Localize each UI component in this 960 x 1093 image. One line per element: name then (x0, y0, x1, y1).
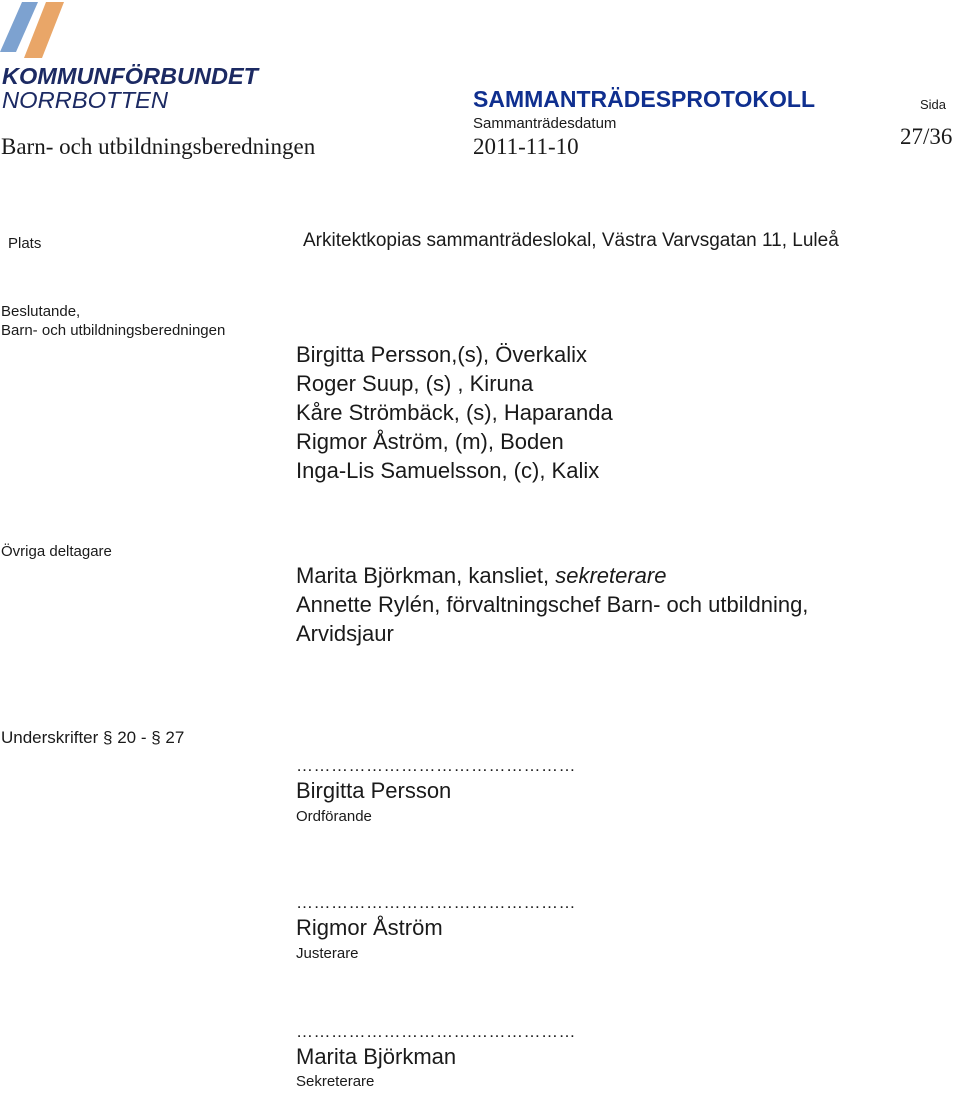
signature-line: ………………………………………… (296, 1022, 576, 1041)
section-range: § 20 - § 27 (103, 728, 185, 747)
beslutande-committee-label: Barn- och utbildningsberedningen (1, 322, 226, 339)
participant-role: sekreterare (555, 563, 667, 588)
participant-line (296, 563, 666, 589)
meeting-date: 2011-11-10 (473, 134, 579, 159)
logo-line1: KOMMUNFÖRBUNDET (2, 63, 260, 89)
signature-role: Sekreterare (296, 1073, 375, 1090)
plats-value: Arkitektkopias sammanträdeslokal, Västra Varvsgatan 11, Luleå (303, 230, 839, 251)
kommunforbundet-logo (0, 0, 270, 112)
signature-name: Birgitta Persson (296, 778, 452, 803)
signature-line: ………………………………………… (296, 893, 576, 912)
member-item: Inga-Lis Samuelsson, (c), Kalix (296, 458, 600, 483)
page-number: 27/36 (900, 124, 953, 149)
participant-line: Annette Rylén, förvaltningschef Barn- och utbildning, (296, 592, 809, 617)
logo-line2: NORRBOTTEN (2, 87, 169, 112)
signature-line: ………………………………………… (296, 756, 576, 775)
date-label: Sammanträdesdatum (473, 115, 617, 132)
member-item: Kåre Strömbäck, (s), Haparanda (296, 400, 613, 425)
underskrifter-text: Underskrifter (1, 728, 99, 747)
member-item: Roger Suup, (s) , Kiruna (296, 371, 534, 396)
member-item: Rigmor Åström, (m), Boden (296, 429, 564, 454)
plats-label: Plats (8, 235, 42, 252)
ovriga-label: Övriga deltagare (1, 543, 112, 560)
signature-name: Rigmor Åström (296, 915, 443, 940)
signature-role: Justerare (296, 945, 359, 962)
protocol-title: SAMMANTRÄDESPROTOKOLL (473, 86, 816, 112)
signature-name: Marita Björkman (296, 1044, 457, 1069)
participant-text: Marita Björkman, kansliet, (296, 563, 556, 588)
committee-name: Barn- och utbildningsberedningen (1, 134, 316, 159)
underskrifter-label (1, 728, 184, 748)
signature-role: Ordförande (296, 808, 372, 825)
page-label: Sida (920, 97, 947, 112)
participant-line: Arvidsjaur (296, 621, 394, 646)
beslutande-label: Beslutande, (1, 303, 81, 320)
member-item: Birgitta Persson,(s), Överkalix (296, 342, 587, 367)
